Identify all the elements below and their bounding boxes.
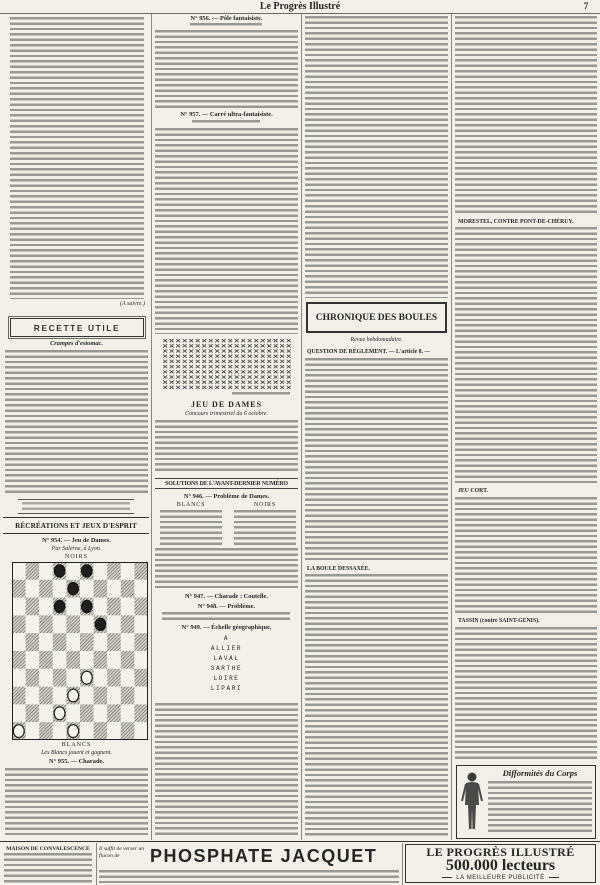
board-square-dark — [121, 580, 135, 598]
board-square-light — [12, 598, 26, 616]
boules-chronicle-subtitle: Revue hebdomadaire. — [350, 337, 403, 343]
board-square-light — [66, 562, 80, 580]
header-rule — [0, 13, 600, 14]
white-piece — [81, 671, 92, 684]
board-square-dark — [39, 687, 53, 705]
board-square-light — [12, 669, 26, 687]
board-square-light — [94, 598, 108, 616]
board-square-dark — [39, 722, 53, 740]
board-square-light — [26, 722, 40, 740]
section-boule-heading: LA BOULE DESSAXÉE. — [307, 566, 370, 572]
board-square-light — [12, 562, 26, 580]
black-piece — [81, 600, 92, 613]
board-square-dark — [107, 633, 121, 651]
serial-end-note: (A suivre.) — [120, 301, 145, 307]
board-square-dark — [12, 580, 26, 598]
recipe-banner — [10, 318, 144, 337]
board-square-light — [80, 722, 94, 740]
section-morestel-heading: MORESTEL, CONTRE PONT-DE-CHÉRUY. — [458, 219, 574, 225]
board-square-light — [134, 687, 148, 705]
board-square-light — [26, 651, 40, 669]
morestel-text-block — [455, 227, 597, 485]
charade-text-block — [5, 768, 148, 838]
progres-ad-tagline-row — [442, 874, 559, 882]
ad-divider — [96, 843, 97, 885]
solution-946-notes — [155, 548, 298, 591]
progres-ad-tagline: LA MEILLEURE PUBLICITÉ — [456, 874, 545, 881]
board-square-dark — [80, 704, 94, 722]
board-square-dark — [66, 615, 80, 633]
solution-946-title: N° 946. — Problème de Dames. — [183, 493, 270, 500]
board-square-light — [134, 722, 148, 740]
page-number: 7 — [583, 1, 589, 11]
board-square-dark — [26, 669, 40, 687]
board-square-dark — [134, 598, 148, 616]
problem-955-title: N° 955. — Charade. — [49, 758, 104, 765]
solution-946-white-label: BLANCS — [176, 502, 206, 508]
convalescence-ad-title: MAISON DE CONVALESCENCE — [6, 846, 90, 852]
recipe-title: Crampes d'estomac. — [50, 340, 103, 347]
section-tassin-heading: TASSIN (contre SAINT-GENIS). — [458, 618, 540, 624]
white-piece — [68, 689, 79, 702]
board-square-dark — [12, 687, 26, 705]
board-square-light — [121, 633, 135, 651]
phosphate-ad-text — [99, 870, 399, 884]
problem-954-title: N° 954. — Jeu de Dames. — [42, 537, 111, 544]
black-piece — [95, 618, 106, 631]
solution-947-title: N° 947. — Charade : Coutelle. — [185, 593, 268, 600]
board-square-light — [94, 669, 108, 687]
board-square-dark — [134, 704, 148, 722]
black-piece — [54, 600, 65, 613]
problem-957-byline — [192, 120, 260, 125]
board-top-label: NOIRS — [64, 554, 88, 560]
board-square-dark — [39, 615, 53, 633]
difformites-ad-text — [488, 781, 592, 835]
board-square-dark — [107, 562, 121, 580]
col4-text-block — [455, 16, 597, 216]
board-square-light — [66, 633, 80, 651]
board-square-dark — [26, 598, 40, 616]
board-square-dark — [26, 704, 40, 722]
ad-divider — [402, 843, 403, 885]
board-square-dark — [94, 651, 108, 669]
recipe-banner-label: RECETTE UTILE — [33, 322, 121, 333]
white-piece — [13, 725, 24, 738]
ladder-word: SARTHE — [210, 665, 243, 672]
human-figure-illustration — [460, 771, 484, 833]
black-piece — [54, 564, 65, 577]
board-square-light — [107, 580, 121, 598]
board-square-light — [53, 651, 67, 669]
ads-rule — [0, 841, 600, 842]
section-jeu-heading: JEU CORT. — [458, 488, 488, 494]
board-square-dark — [94, 580, 108, 598]
progres-ad-readers: 500.000 lecteurs — [445, 856, 556, 874]
jeu-text-block — [455, 497, 597, 615]
white-piece — [54, 707, 65, 720]
solution-946-black-moves — [234, 510, 296, 545]
board-square-dark — [53, 633, 67, 651]
board-bottom-label: BLANCS — [61, 742, 92, 748]
board-square-light — [80, 615, 94, 633]
board-square-dark — [121, 722, 135, 740]
board-square-light — [134, 651, 148, 669]
ladder-word: A — [223, 635, 230, 642]
board-square-dark — [26, 562, 40, 580]
board-square-light — [80, 651, 94, 669]
convalescence-ad-text — [4, 853, 92, 883]
problem-957-text-block — [155, 128, 298, 334]
board-square-dark — [134, 633, 148, 651]
board-square-light — [94, 562, 108, 580]
difformites-ad-title: Difformités du Corps — [502, 768, 578, 778]
board-square-dark — [121, 615, 135, 633]
names-list-block — [305, 16, 448, 298]
board-square-light — [12, 704, 26, 722]
recreations-banner — [3, 517, 149, 534]
problem-956-byline — [190, 23, 262, 28]
board-square-light — [121, 562, 135, 580]
boules-chronicle-title: CHRONIQUE DES BOULES — [315, 312, 438, 323]
board-square-dark — [107, 669, 121, 687]
board-square-light — [80, 687, 94, 705]
solution-948-text — [162, 612, 290, 622]
draughts-board — [12, 562, 148, 740]
board-square-dark — [39, 580, 53, 598]
board-square-light — [39, 598, 53, 616]
footnote-text-block — [22, 502, 130, 511]
board-square-light — [66, 669, 80, 687]
board-square-light — [39, 669, 53, 687]
board-square-light — [39, 562, 53, 580]
recreations-banner-label: RÉCRÉATIONS ET JEUX D'ESPRIT — [15, 521, 137, 530]
contest-text-block — [155, 420, 298, 474]
boule-text-block — [305, 574, 448, 838]
solution-946-black-label: NOIRS — [253, 502, 276, 508]
board-square-light — [94, 704, 108, 722]
puzzle-x-grid — [162, 338, 292, 390]
board-square-light — [53, 580, 67, 598]
board-square-light — [107, 651, 121, 669]
column-rule — [451, 14, 452, 840]
board-square-dark — [107, 598, 121, 616]
solution-946-white-moves — [160, 510, 222, 545]
board-square-dark — [94, 687, 108, 705]
board-square-dark — [134, 669, 148, 687]
board-square-light — [94, 633, 108, 651]
board-square-dark — [12, 651, 26, 669]
board-square-light — [121, 598, 135, 616]
board-square-light — [26, 687, 40, 705]
phosphate-ad-name: PHOSPHATE JACQUET — [150, 846, 378, 866]
ladder-word: LIPARI — [210, 685, 243, 692]
board-square-light — [39, 633, 53, 651]
recipe-text-block — [5, 350, 148, 496]
newspaper-title: Le Progrès Illustré — [259, 1, 341, 12]
solutions-heading-label: SOLUTIONS DE L'AVANT-DERNIER NUMÉRO — [165, 480, 288, 487]
solution-949-title: N° 949. — Échelle géographique. — [181, 624, 272, 631]
board-square-light — [53, 615, 67, 633]
board-square-light — [53, 722, 67, 740]
progres-ad-box — [405, 844, 596, 883]
board-square-light — [26, 580, 40, 598]
progres-ad-title: LE PROGRÈS ILLUSTRÉ — [426, 844, 575, 859]
board-square-light — [134, 580, 148, 598]
board-square-light — [26, 615, 40, 633]
board-square-light — [53, 687, 67, 705]
problem-954-caption: Les Blancs jouent et gagnent. — [41, 750, 112, 756]
board-square-dark — [80, 633, 94, 651]
board-square-light — [66, 598, 80, 616]
problem-956-title: N° 956. — Pôle fantaisiste. — [190, 15, 263, 22]
puzzle-signature — [232, 392, 290, 397]
draughts-contest-heading: JEU DE DAMES — [190, 400, 263, 409]
reglement-text-block — [305, 358, 448, 561]
black-piece — [81, 564, 92, 577]
board-square-light — [107, 687, 121, 705]
tassin-text-block — [455, 627, 597, 761]
board-square-dark — [39, 651, 53, 669]
phosphate-ad-intro: Il suffit de verser un flacon de — [99, 846, 145, 859]
solution-948-title: N° 948. — Problème. — [197, 603, 256, 610]
board-square-light — [121, 669, 135, 687]
black-piece — [68, 582, 79, 595]
problem-956-text-block — [155, 30, 298, 108]
board-square-dark — [26, 633, 40, 651]
boules-chronicle-title-box — [306, 302, 447, 333]
ladder-word: ALLIER — [210, 645, 243, 652]
board-square-dark — [66, 651, 80, 669]
board-square-dark — [121, 651, 135, 669]
board-square-light — [80, 580, 94, 598]
board-square-light — [12, 633, 26, 651]
solutions-heading — [155, 478, 298, 489]
tagline-dash — [442, 877, 452, 878]
board-square-dark — [107, 704, 121, 722]
tagline-dash — [549, 877, 559, 878]
ladder-word: LOIRE — [213, 675, 240, 682]
board-square-dark — [94, 722, 108, 740]
board-square-light — [134, 615, 148, 633]
section-reglement-heading: QUESTION DE RÈGLEMENT. — L'article 8. — — [307, 349, 431, 355]
draughts-contest-subheading: Concours trimestriel du 6 octobre. — [185, 411, 268, 417]
board-square-dark — [53, 669, 67, 687]
board-square-light — [66, 704, 80, 722]
solvers-list-block — [155, 703, 298, 838]
board-square-dark — [134, 562, 148, 580]
board-square-dark — [12, 615, 26, 633]
geographic-ladder — [155, 634, 298, 694]
ladder-word: LAVAL — [213, 655, 240, 662]
board-square-light — [121, 704, 135, 722]
board-square-dark — [121, 687, 135, 705]
white-piece — [68, 725, 79, 738]
serial-text-block — [10, 17, 144, 299]
board-square-light — [107, 722, 121, 740]
board-square-light — [107, 615, 121, 633]
problem-957-title: N° 957. — Carré ultra-fantaisiste. — [180, 111, 273, 118]
board-square-light — [39, 704, 53, 722]
problem-954-author: Par Salerne, à Lyon. — [51, 546, 102, 552]
column-rule — [151, 14, 152, 840]
column-rule — [301, 14, 302, 840]
